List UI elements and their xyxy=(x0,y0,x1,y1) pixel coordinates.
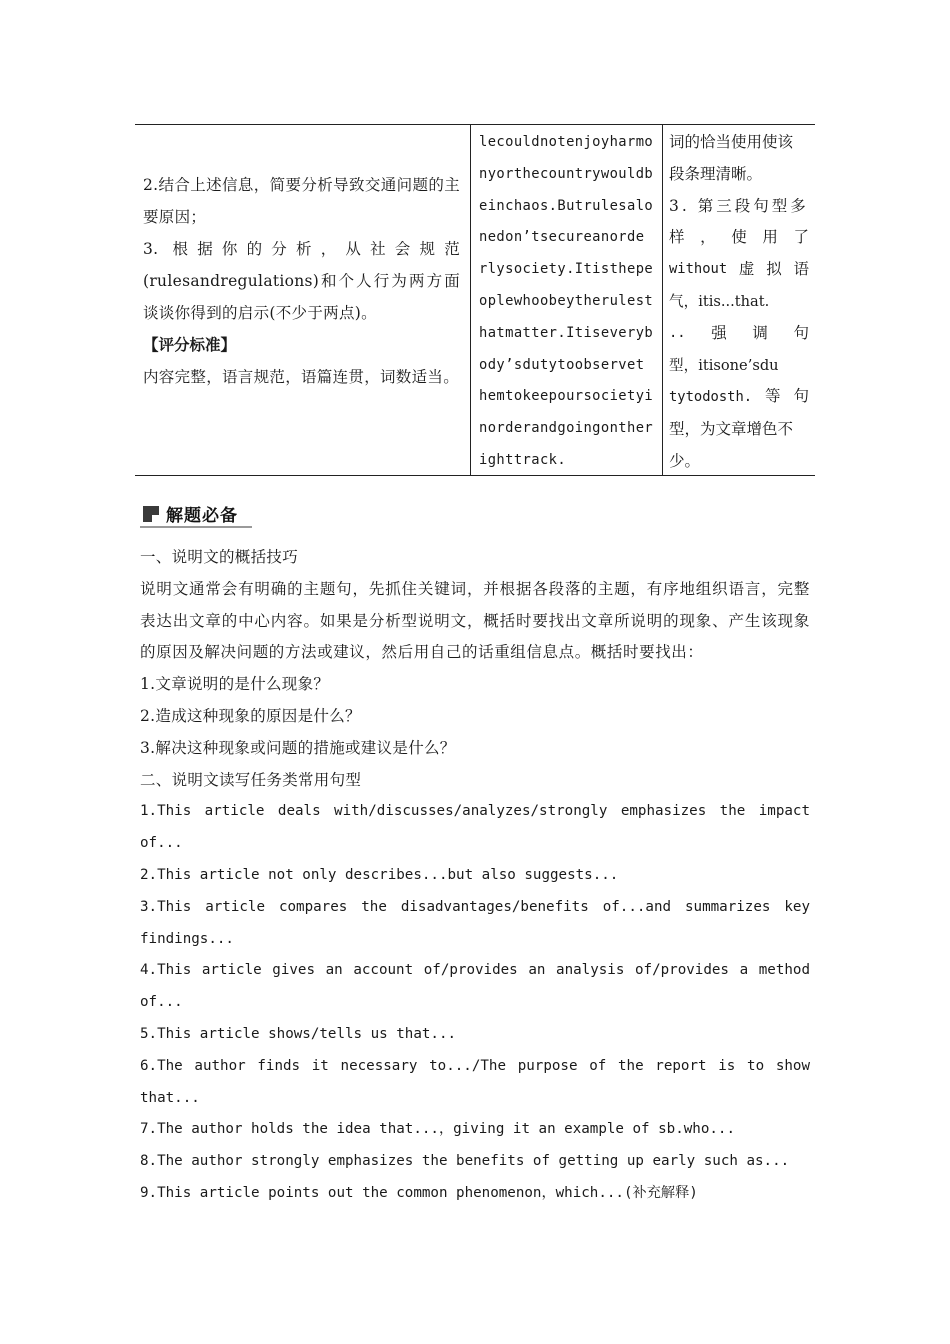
criteria-text: 内容完整，语言规范，语篇连贯，词数适当。 xyxy=(143,368,460,386)
table-column-comments xyxy=(663,125,815,475)
heading-1: 一、说明文的概括技巧 xyxy=(140,548,299,566)
sentence-pattern-7: 7.The author holds the idea that...，giving it an example of sb.who... xyxy=(140,1121,736,1138)
comment-word: without xyxy=(669,261,728,278)
comment-line xyxy=(669,222,809,254)
sample-line: nyorthecountrywouldb xyxy=(479,165,654,182)
table-column-sample-text xyxy=(470,125,663,475)
comment-word: 气，itis...that. xyxy=(669,292,770,310)
sentence-pattern-9: 9.This article points out the common phenomenon，which...(补充解释) xyxy=(140,1184,698,1201)
section-square-icon xyxy=(143,506,159,522)
paragraph-summary-skills: 说明文通常会有明确的主题句，先抓住关键词，并根据各段落的主题，有序地组织语言，完整表达出文章的中心内容。如果是分析型说明文，概括时要找出文章所说明的现象、产生该现象的原因及解决问题的方法或建议，然后用自己的话重组信息点。概括时要找出： xyxy=(140,579,810,662)
section-underline xyxy=(140,526,252,528)
comment-line: 段条理清晰。 xyxy=(669,164,763,183)
requirement-item-2: 2.结合上述信息，简要分析导致交通问题的主要原因； xyxy=(143,176,460,226)
sentence-pattern-5: 5.This article shows/tells us that... xyxy=(140,1025,457,1042)
comment-word: 虚 xyxy=(738,260,755,279)
comment-word: 语 xyxy=(793,260,809,279)
content-body xyxy=(140,542,810,1210)
comment-line xyxy=(669,318,809,350)
comment-line xyxy=(669,286,809,318)
comment-line xyxy=(669,254,809,286)
sample-line: ighttrack. xyxy=(479,451,567,468)
sentence-pattern-8: 8.The author strongly emphasizes the benefits of getting up early such as... xyxy=(140,1153,790,1170)
comment-word: 句 xyxy=(793,323,809,342)
table-column-requirements xyxy=(135,125,470,475)
section-header xyxy=(140,500,252,528)
comment-line: 型，为文章增色不 xyxy=(669,420,794,439)
comment-word: 调 xyxy=(752,323,768,342)
task-table xyxy=(135,124,815,476)
sentence-pattern-1: 1.This article deals with/discusses/analyzes/strongly emphasizes the impact of... xyxy=(140,803,810,852)
comment-word: .. xyxy=(669,324,686,341)
criteria-label: 【评分标准】 xyxy=(143,335,237,354)
section-title: 解题必备 xyxy=(166,506,238,526)
comment-word: 了 xyxy=(793,228,809,247)
comment-word: 句 xyxy=(793,387,809,406)
sample-line: hatmatter.Itiseveryb xyxy=(479,324,654,341)
comment-word: 等 xyxy=(765,387,781,406)
comment-word: 使 xyxy=(731,228,747,247)
sentence-pattern-2: 2.This article not only describes...but also suggests... xyxy=(140,866,619,883)
comment-line: 3. 第三段句型多 xyxy=(669,196,809,215)
comment-word: ， xyxy=(700,228,716,247)
comment-line: 型，itisone’sdu xyxy=(669,356,779,374)
heading-2: 二、说明文读写任务类常用句型 xyxy=(140,770,362,789)
sentence-pattern-4: 4.This article gives an account of/provides an analysis of/provides a method of... xyxy=(140,962,810,1011)
requirement-item-3: 3. 根据你的分析，从社会规范(rulesandregulations)和个人行为两方面谈谈你得到的启示(不少于两点)。 xyxy=(143,240,460,322)
sample-line: nedon’tsecureanorde xyxy=(479,229,645,246)
comment-line xyxy=(669,381,809,414)
question-1: 1.文章说明的是什么现象？ xyxy=(140,675,330,694)
comment-word: 强 xyxy=(711,323,727,342)
comment-word: 拟 xyxy=(766,260,782,279)
sample-line: lecouldnotenjoyharmo xyxy=(479,134,654,150)
question-3: 3.解决这种现象或问题的措施或建议是什么？ xyxy=(140,738,456,757)
comment-line: 词的恰当使用使该 xyxy=(669,133,794,151)
sentence-pattern-3: 3.This article compares the disadvantages/benefits of...and summarizes key findings... xyxy=(140,898,810,947)
sample-line: hemtokeepoursocietyi xyxy=(479,388,654,405)
comment-line: 少。 xyxy=(669,451,701,470)
comment-word: 样 xyxy=(669,228,685,247)
sample-line: norderandgoingonther xyxy=(479,420,654,437)
sample-line: oplewhoobeytherulest xyxy=(479,292,654,309)
sample-line: einchaos.Butrulesalo xyxy=(479,197,654,214)
sample-line: ody’sdutytoobservet xyxy=(479,356,645,373)
question-2: 2.造成这种现象的原因是什么？ xyxy=(140,706,361,725)
comment-word: tytodosth. xyxy=(669,389,753,406)
sentence-pattern-6: 6.The author finds it necessary to.../The purpose of the report is to show that... xyxy=(140,1057,810,1106)
comment-word: 用 xyxy=(762,228,778,247)
sample-line: rlysociety.Itisthepe xyxy=(479,261,654,278)
